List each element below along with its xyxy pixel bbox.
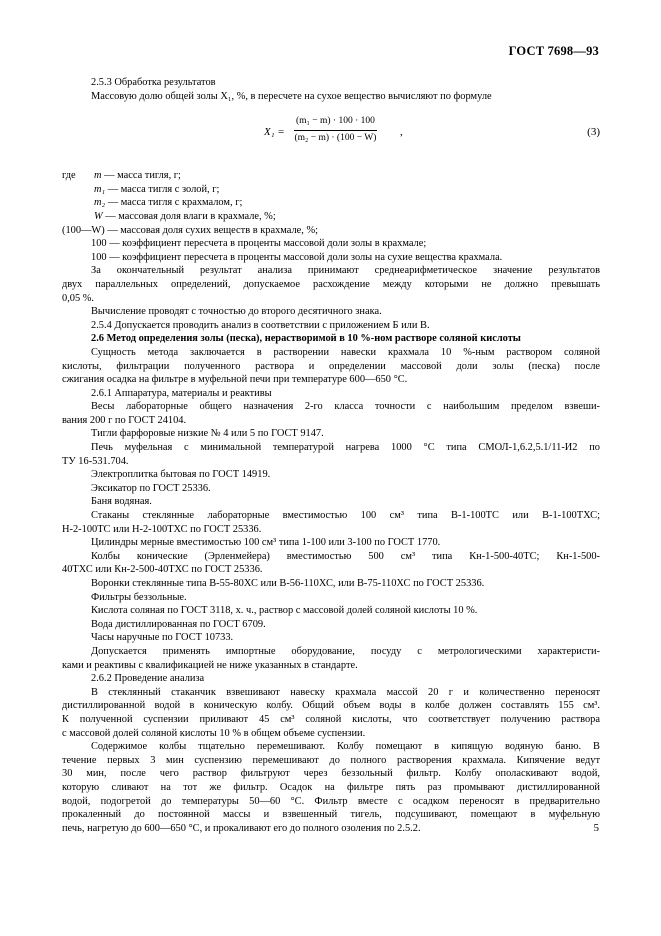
paragraph-line: ТУ 16-531.704. <box>62 455 129 467</box>
formula-numerator: (m₁ − m) · 100 · 100 <box>294 115 377 131</box>
section-2-5-3-title: 2.5.3 Обработка результатов <box>91 77 216 88</box>
paragraph-line: Тигли фарфоровые низкие № 4 или 5 по ГОСТ 9147. <box>91 428 324 440</box>
paragraph-line: В стеклянный стаканчик взвешивают навеску крахмала массой 20 г и количественно переносят <box>91 686 600 698</box>
paragraph-line: Часы наручные по ГОСТ 10733. <box>91 632 234 644</box>
paragraph-line: Печь муфельная с минимальной температурой нагрева 1000 °С типа СМОЛ-1,6.2,5.1/11-И2 по <box>91 442 600 454</box>
section-2-6-title: 2.6 Метод определения золы (песка), нерастворимой в 10 %-ном растворе соляной кислоты <box>91 333 521 345</box>
definition-text: — массовая доля сухих веществ в крахмале, %; <box>104 224 319 236</box>
paragraph-line: которую сливают на тот же фильтр. Осадок на фильтре пять раз промывают дистиллированной <box>62 781 600 793</box>
paragraph-line: Вычисление проводят с точностью до второго десятичного знака. <box>91 306 382 318</box>
paragraph-line: прокаленный до постоянной массы и взвешенный тигель, подсушивают, помещают в муфельную <box>62 809 600 821</box>
section-2-6-1-title: 2.6.1 Аппаратура, материалы и реактивы <box>91 387 272 399</box>
definition-symbol: m₁ <box>94 183 106 195</box>
paragraph-line: кислоты, фильтрации полученного раствора и определении массовой доли золы (песка) после <box>62 360 600 372</box>
paragraph-line: дистиллированной водой в коническую колбу. Общий объем воды в колбе должен составлять 155 см³. <box>62 700 600 712</box>
definition-symbol: m₂ <box>94 197 106 209</box>
definition-prefix: где <box>62 170 76 182</box>
section-2-5-4: 2.5.4 Допускается проводить анализ в соответствии с приложением Б или В. <box>91 319 430 331</box>
paragraph-line: Электроплитка бытовая по ГОСТ 14919. <box>91 469 271 481</box>
formula-fraction <box>294 115 377 145</box>
paragraph-line: Эксикатор по ГОСТ 25336. <box>91 482 211 494</box>
paragraph-line: печь, нагретую до 600—650 °С, и прокаливают его до полного озоления по 2.5.2. <box>62 822 421 834</box>
formula-denominator: (m₂ − m) · (100 − W) <box>294 132 377 143</box>
paragraph-line: Вода дистиллированная по ГОСТ 6709. <box>91 618 266 630</box>
definition-row <box>62 210 600 224</box>
paragraph-line: Сущность метода заключается в растворении навески крахмала 10 %-ным раствором соляной <box>91 346 600 358</box>
formula-number: (3) <box>587 126 600 139</box>
paragraph-line: Воронки стеклянные типа В-55-80ХС или В-56-110ХС, или В-75-110ХС по ГОСТ 25336. <box>91 578 485 589</box>
paragraph-line: ками и реактивы с квалификацией не ниже указанных в стандарте. <box>62 659 358 671</box>
paragraph-line: Фильтры беззольные. <box>91 591 187 603</box>
paragraph-line: Весы лабораторные общего назначения 2-го класса точности с наибольшим пределом взвеши- <box>91 401 600 413</box>
paragraph-line: За окончательный результат анализа принимают среднеарифметическое значение результатов <box>91 265 600 277</box>
definition-row <box>62 251 600 265</box>
definition-text: — массовая доля влаги в крахмале, %; <box>102 210 276 222</box>
page-header-gost: ГОСТ 7698—93 <box>508 44 599 58</box>
section-2-6-2-title: 2.6.2 Проведение анализа <box>91 673 205 685</box>
definition-text: — масса тигля, г; <box>101 170 181 182</box>
paragraph-line: Колбы конические (Эрленмейера) вместимостью 500 см³ типа Кн-1-500-40ТС; Кн-1-500- <box>91 550 600 562</box>
document-body <box>62 76 600 835</box>
paragraph-line: водой, подогретой до температуры 50—60 °С. Фильтр вместе с осадком переносят в предварительно <box>62 795 600 807</box>
formula-3 <box>62 111 600 157</box>
paragraph-line: 30 мин, после чего раствор фильтруют через беззольный фильтр. Колбу ополаскивают водой, <box>62 768 600 780</box>
definition-row <box>62 237 600 251</box>
definitions-list <box>62 169 600 264</box>
formula-comma: , <box>400 126 403 139</box>
paragraph-line: 0,05 %. <box>62 292 95 304</box>
paragraph-line: Цилиндры мерные вместимостью 100 см³ типа 1-100 или 3-100 по ГОСТ 1770. <box>91 537 441 549</box>
paragraph-line: Кислота соляная по ГОСТ 3118, х. ч., раствор с массовой долей соляной кислоты 10 %. <box>91 605 478 617</box>
definition-row <box>62 224 600 238</box>
paragraph-line: сжигания осадка на фильтре в муфельной печи при температуре 600—650 °С. <box>62 374 408 386</box>
definition-text: — коэффициент пересчета в проценты массовой доли золы на сухие вещества крахмала. <box>106 251 503 263</box>
definition-symbol: 100 <box>91 251 107 263</box>
definition-symbol: W <box>94 210 103 222</box>
definition-row <box>62 183 600 197</box>
paragraph-line: вания 200 г по ГОСТ 24104. <box>62 414 187 426</box>
definition-text: — коэффициент пересчета в проценты массовой доли золы в крахмале; <box>106 238 427 250</box>
definition-text: — масса тигля с золой, г; <box>105 183 220 195</box>
definition-text: — масса тигля с крахмалом, г; <box>105 197 243 209</box>
paragraph-line: 40ТХС или Кн-2-500-40ТХС по ГОСТ 25336. <box>62 564 263 576</box>
formula-lhs: X₁ = <box>264 126 285 139</box>
definition-symbol: 100 <box>91 238 107 250</box>
definition-symbol: m <box>94 170 102 182</box>
paragraph-line: двух параллельных определений, допускаемое расхождение между которыми не должно превышать <box>62 278 600 290</box>
paragraph-line: Допускается применять импортные оборудование, посуду с метрологическими характеристи- <box>91 645 600 657</box>
definition-symbol: (100—W) <box>62 224 105 236</box>
paragraph-line: с массовой долей соляной кислоты 10 % в общем объеме суспензии. <box>62 727 366 739</box>
paragraph-line: Н-2-100ТС или Н-2-100ТХС по ГОСТ 25336. <box>62 523 262 535</box>
page-number: 5 <box>593 822 599 834</box>
section-2-5-3-intro: Массовую долю общей золы X₁, %, в пересчете на сухое вещество вычисляют по формуле <box>91 90 492 102</box>
definition-row <box>62 169 600 183</box>
paragraph-line: течение первых 3 мин суспензию перемешивают до полного растворения крахмала. Кипячение ведут <box>62 754 600 766</box>
definition-row <box>62 196 600 210</box>
paragraph-line: Содержимое колбы тщательно перемешивают. Колбу помещают в кипящую водяную баню. В <box>91 741 600 753</box>
paragraph-line: К полученной суспензии приливают 45 см³ соляной кислоты, что соответствует получению раствора <box>62 713 600 725</box>
paragraph-line: Баня водяная. <box>91 496 152 508</box>
paragraph-line: Стаканы стеклянные лабораторные вместимостью 100 см³ типа В-1-100ТС или В-1-100ТХС; <box>91 510 600 522</box>
